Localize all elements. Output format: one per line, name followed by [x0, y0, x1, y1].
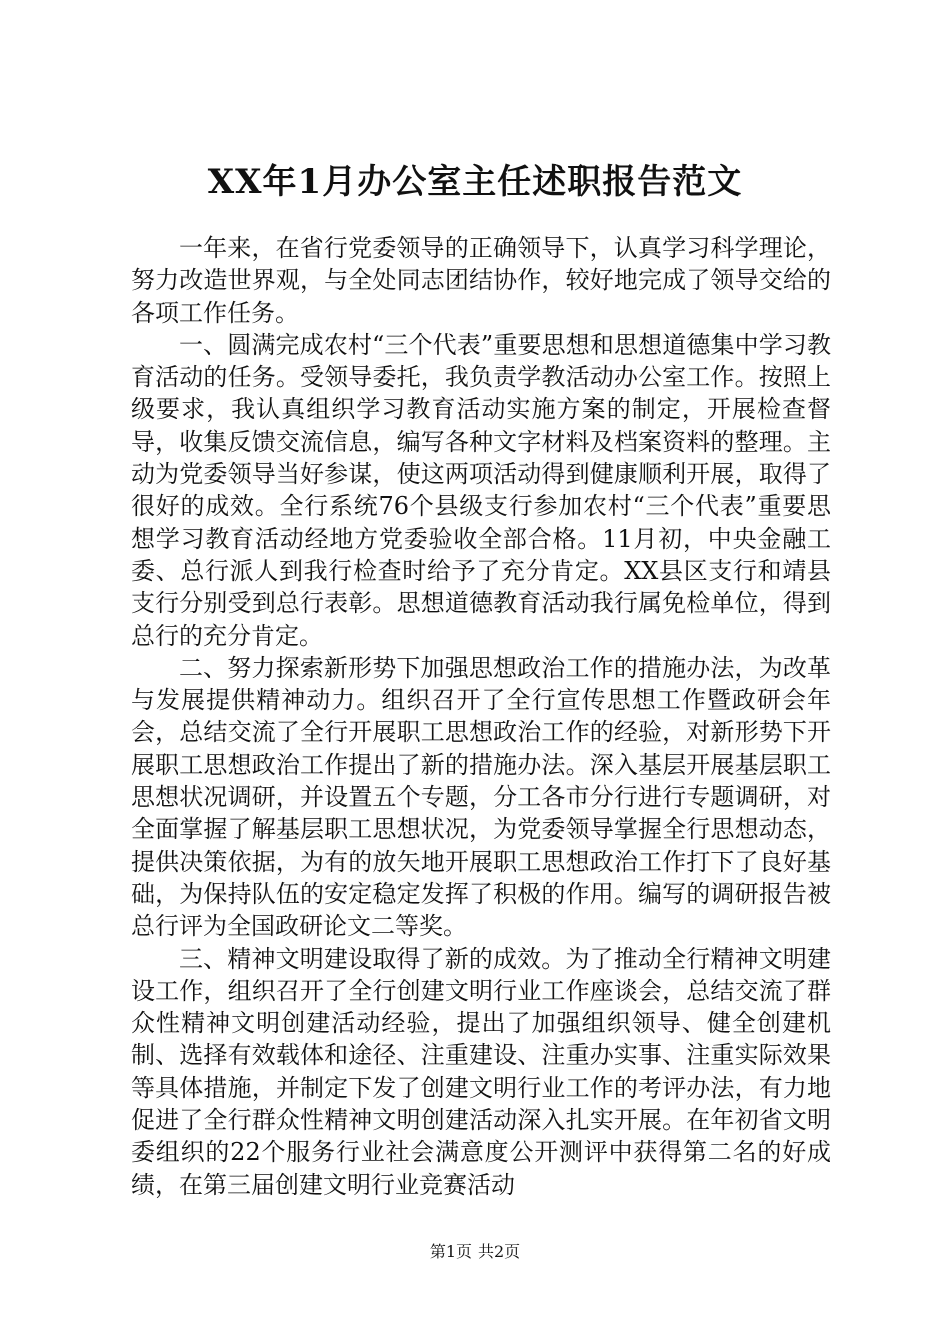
page-footer: [0, 1242, 950, 1262]
paragraph-section-1: 一、圆满完成农村“三个代表”重要思想和思想道德集中学习教育活动的任务。受领导委托，我负责学教活动办公室工作。按照上级要求，我认真组织学习教育活动实施方案的制定，开展检查督导，收集反馈交流信息，编写各种文字材料及档案资料的整理。主动为党委领导当好参谋，使这两项活动得到健康顺利开展，取得了很好的成效。全行系统76个县级支行参加农村“三个代表”重要思想学习教育活动经地方党委验收全部合格。11月初，中央金融工委、总行派人到我行检查时给予了充分肯定。XX县区支行和靖县支行分别受到总行表彰。思想道德教育活动我行属免检单位，得到总行的充分肯定。: [131, 330, 831, 650]
page-number: 第1页: [429, 1242, 472, 1261]
paragraph-section-2: 二、努力探索新形势下加强思想政治工作的措施办法，为改革与发展提供精神动力。组织召开了全行宣传思想工作暨政研会年会，总结交流了全行开展职工思想政治工作的经验，对新形势下开展职工思想政治工作提出了新的措施办法。深入基层开展基层职工思想状况调研，并设置五个专题，分工各市分行进行专题调研，对全面掌握了解基层职工思想状况，为党委领导掌握全行思想动态，提供决策依据，为有的放矢地开展职工思想政治工作打下了良好基础，为保持队伍的安定稳定发挥了积极的作用。编写的调研报告被总行评为全国政研论文二等奖。: [131, 653, 831, 941]
paragraph-section-3: 三、精神文明建设取得了新的成效。为了推动全行精神文明建设工作，组织召开了全行创建文明行业工作座谈会，总结交流了群众性精神文明创建活动经验，提出了加强组织领导、健全创建机制、选择有效载体和途径、注重建设、注重办实事、注重实际效果等具体措施，并制定下发了创建文明行业工作的考评办法，有力地促进了全行群众性精神文明创建活动深入扎实开展。在年初省文明委组织的22个服务行业社会满意度公开测评中获得第二名的好成绩，在第三届创建文明行业竞赛活动: [131, 944, 831, 1199]
document-body: [131, 232, 831, 1201]
page-total: 共2页: [478, 1242, 521, 1261]
document-title: XX年1月办公室主任述职报告范文: [207, 162, 743, 202]
paragraph-intro: 一年来，在省行党委领导的正确领导下，认真学习科学理论，努力改造世界观，与全处同志团结协作，较好地完成了领导交给的各项工作任务。: [131, 234, 831, 327]
